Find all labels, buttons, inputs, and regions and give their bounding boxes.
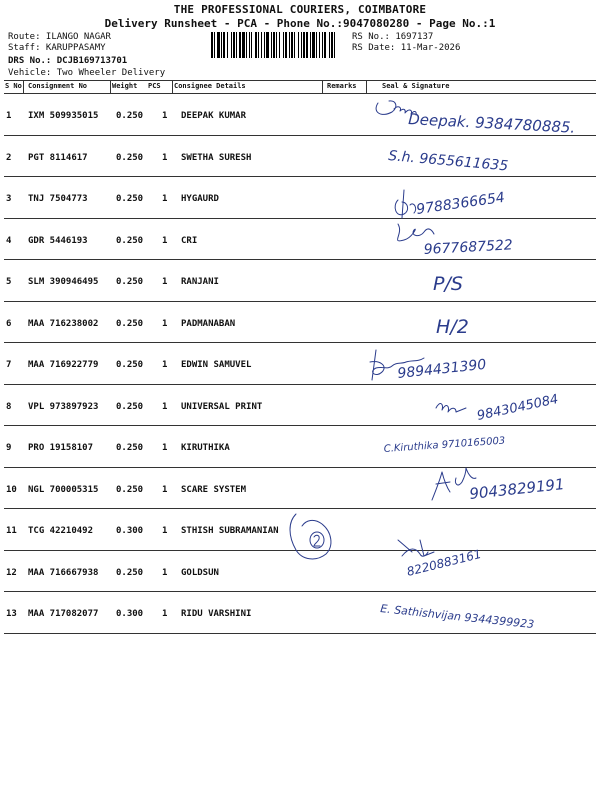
signature-row-6 — [436, 316, 469, 338]
weight-value: 0.250 — [116, 318, 144, 329]
consignee-name: RIDU VARSHINI — [181, 609, 252, 619]
serial-number: 12 — [6, 567, 17, 578]
col-header-sno: S No — [5, 82, 22, 90]
weight-value: 0.250 — [116, 235, 144, 246]
signature-row-9 — [383, 436, 505, 455]
weight-value: 0.250 — [116, 277, 144, 287]
serial-number: 6 — [6, 318, 12, 329]
weight-value: 0.250 — [116, 567, 144, 578]
signature-row-5 — [433, 273, 463, 295]
consignee-name: DEEPAK KUMAR — [181, 111, 247, 121]
serial-number: 11 — [6, 526, 17, 536]
signature-row-4 — [398, 224, 514, 258]
pieces-count: 1 — [162, 277, 168, 287]
col-header-signature: Seal & Signature — [382, 82, 450, 90]
signature-row-10 — [432, 468, 565, 503]
consignee-name: STHISH SUBRAMANIAN — [181, 526, 279, 536]
signature-row-8 — [436, 392, 560, 424]
signature-row-10-phone: 9043829191 — [468, 475, 566, 503]
consignment-number: PGT 8114617 — [28, 152, 88, 163]
rs-number: RS No.: 1697137 — [352, 32, 434, 42]
staff-label: Staff: KARUPPASAMY — [8, 43, 106, 53]
consignment-number: IXM 509935015 — [28, 111, 99, 121]
consignment-number: GDR 5446193 — [28, 235, 88, 246]
serial-number: 4 — [6, 235, 12, 246]
consignee-name: GOLDSUN — [181, 567, 219, 578]
signature-row-7-phone: 9894431390 — [396, 356, 488, 382]
pieces-count: 1 — [162, 526, 168, 536]
signature-row-3-phone: 9788366654 — [415, 189, 506, 218]
signature-row-13 — [380, 602, 535, 631]
serial-number: 10 — [6, 484, 17, 495]
signature-row-1-phone: Deepak. 9384780885. — [407, 110, 576, 137]
serial-number: 9 — [6, 443, 12, 453]
col-header-remarks: Remarks — [327, 82, 357, 90]
consignment-number: SLM 390946495 — [28, 277, 99, 287]
serial-number: 5 — [6, 277, 12, 287]
consignment-number: PRO 19158107 — [28, 443, 94, 453]
signature-row-12-phone: 8220883161 — [405, 546, 483, 579]
signature-row-12 — [398, 540, 483, 579]
consignment-number: VPL 973897923 — [28, 401, 99, 412]
serial-number: 3 — [6, 194, 12, 204]
pieces-count: 1 — [162, 567, 168, 578]
pieces-count: 1 — [162, 609, 168, 619]
col-header-pcs: PCS — [148, 82, 161, 90]
consignment-number: MAA 717082077 — [28, 609, 99, 619]
pieces-count: 1 — [162, 111, 168, 121]
document-subtitle: Delivery Runsheet - PCA - Phone No.:9047080280 - Page No.:1 — [104, 17, 496, 30]
signature-row-5-mark: P/S — [433, 273, 463, 295]
signature-row-7 — [370, 350, 487, 382]
signature-row-9-text: C.Kiruthika 9710165003 — [383, 435, 506, 455]
consignment-number: MAA 716667938 — [28, 567, 99, 578]
pieces-count: 1 — [162, 443, 168, 453]
serial-number: 1 — [6, 111, 12, 121]
consignee-name: SWETHA SURESH — [181, 152, 252, 163]
pieces-count: 1 — [162, 484, 168, 495]
signature-row-3 — [395, 190, 506, 218]
drs-number: DRS No.: DCJB169713701 — [8, 56, 128, 66]
consignee-name: HYGAURD — [181, 194, 219, 204]
pieces-count: 1 — [162, 401, 168, 412]
signature-row-2 — [388, 148, 509, 174]
pieces-count: 1 — [162, 152, 168, 163]
consignee-name: PADMANABAN — [181, 318, 236, 329]
vehicle-label: Vehicle: Two Wheeler Delivery — [8, 68, 166, 78]
weight-value: 0.250 — [116, 152, 144, 163]
consignee-name: KIRUTHIKA — [181, 443, 230, 453]
signature-row-13-name: E. Sathishvijan 9344399923 — [379, 602, 535, 632]
signature-row-4-phone: 9677687522 — [423, 237, 514, 258]
signature-row-11 — [290, 514, 331, 559]
pieces-count: 1 — [162, 235, 168, 246]
serial-number: 7 — [6, 360, 12, 370]
signature-row-6-mark: H/2 — [436, 316, 469, 338]
consignment-number: MAA 716922779 — [28, 360, 99, 370]
route-label: Route: ILANGO NAGAR — [8, 32, 111, 42]
pieces-count: 1 — [162, 194, 168, 204]
signature-row-2-phone: S.h. 9655611635 — [387, 148, 509, 175]
consignee-name: UNIVERSAL PRINT — [181, 401, 263, 412]
weight-value: 0.250 — [116, 194, 144, 204]
pieces-count: 1 — [162, 318, 168, 329]
rs-date: RS Date: 11-Mar-2026 — [352, 43, 461, 53]
consignee-name: EDWIN SAMUVEL — [181, 360, 252, 370]
weight-value: 0.250 — [116, 484, 144, 495]
serial-number: 8 — [6, 401, 12, 412]
signature-row-1 — [376, 101, 576, 137]
document-title: THE PROFESSIONAL COURIERS, COIMBATORE — [173, 3, 427, 16]
consignment-number: MAA 716238002 — [28, 318, 99, 329]
weight-value: 0.300 — [116, 526, 144, 536]
consignment-number: NGL 700005315 — [28, 484, 99, 495]
weight-value: 0.250 — [116, 360, 144, 370]
weight-value: 0.250 — [116, 111, 144, 121]
col-header-consignee: Consignee Details — [174, 82, 246, 90]
col-header-consignment: Consignment No — [28, 82, 88, 90]
pieces-count: 1 — [162, 360, 168, 370]
weight-value: 0.300 — [116, 609, 144, 619]
col-header-weight: Weight — [112, 82, 138, 90]
consignee-name: CRI — [181, 235, 198, 246]
weight-value: 0.250 — [116, 443, 144, 453]
consignment-number: TCG 42210492 — [28, 526, 94, 536]
signature-row-8-phone: 9843045084 — [475, 392, 560, 424]
consignment-number: TNJ 7504773 — [28, 194, 88, 204]
serial-number: 13 — [6, 609, 17, 619]
serial-number: 2 — [6, 152, 12, 163]
consignee-name: RANJANI — [181, 277, 219, 287]
weight-value: 0.250 — [116, 401, 144, 412]
consignee-name: SCARE SYSTEM — [181, 484, 247, 495]
